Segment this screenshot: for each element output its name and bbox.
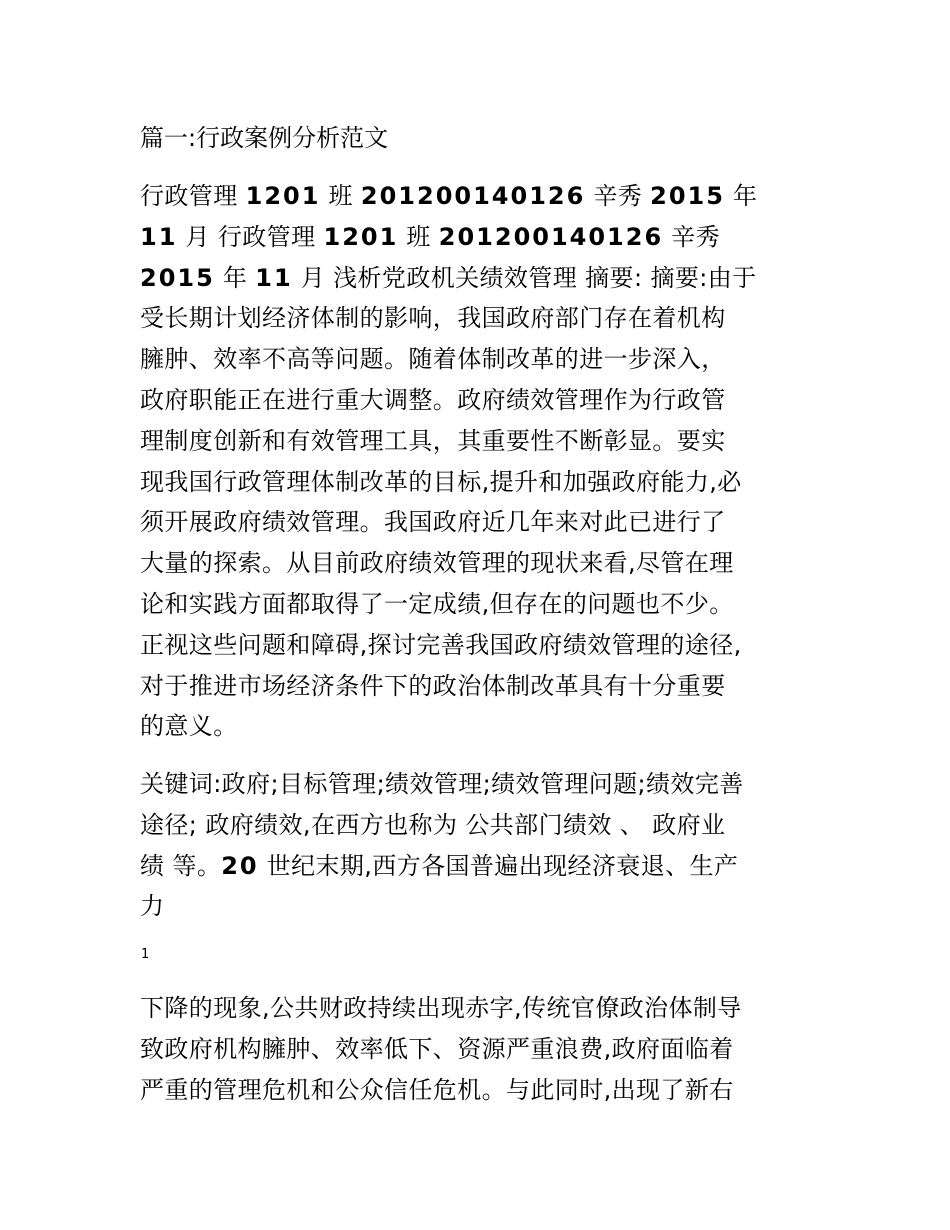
text-line: 力 xyxy=(140,892,165,921)
text-line: 理制度创新和有效管理工具，其重要性不断彰显。要实 xyxy=(140,426,726,455)
text-line: 须开展政府绩效管理。我国政府近几年来对此已进行了 xyxy=(140,508,726,537)
paragraph-continued xyxy=(140,988,820,1110)
text-line: 对于推进市场经济条件下的政治体制改革具有十分重要 xyxy=(140,671,726,700)
text-line: 政府职能正在进行重大调整。政府绩效管理作为行政管 xyxy=(140,385,726,414)
text-line: 2015 年 11 月 浅析党政机关绩效管理 摘要: 摘要:由于 xyxy=(140,263,757,292)
text-line: 正视这些问题和障碍,探讨完善我国政府绩效管理的途径, xyxy=(140,630,742,659)
text-line: 下降的现象,公共财政持续出现赤字,传统官僚政治体制导 xyxy=(140,994,742,1022)
text-line: 严重的管理危机和公众信任危机。与此同时,出现了新右 xyxy=(140,1075,734,1104)
text-line: 臃肿、效率不高等问题。随着体制改革的进一步深入， xyxy=(140,345,726,374)
text-line: 大量的探索。从目前政府绩效管理的现状来看,尽管在理 xyxy=(140,549,734,578)
page-number: 1 xyxy=(141,947,150,962)
text-line: 11 月 行政管理 1201 班 201200140126 辛秀 xyxy=(140,222,720,251)
text-line: 行政管理 1201 班 201200140126 辛秀 2015 年 xyxy=(140,182,758,210)
paragraph-keywords xyxy=(140,764,820,927)
text-line: 论和实践方面都取得了一定成绩,但存在的问题也不少。 xyxy=(140,589,734,618)
text-line: 受长期计划经济体制的影响，我国政府部门存在着机构 xyxy=(140,304,726,333)
paragraph-abstract xyxy=(140,176,820,747)
text-line: 致政府机构臃肿、效率低下、资源严重浪费,政府面临着 xyxy=(140,1034,734,1063)
section-heading: 篇一:行政案例分析范文 xyxy=(140,124,389,152)
text-line: 的意义。 xyxy=(140,712,238,741)
text-line: 途径; 政府绩效,在西方也称为 公共部门绩效 、 政府业 xyxy=(140,810,726,839)
text-line: 现我国行政管理体制改革的目标,提升和加强政府能力,必 xyxy=(140,467,742,496)
text-line: 绩 等。20 世纪末期,西方各国普遍出现经济衰退、生产 xyxy=(140,851,739,880)
text-line: 关键词:政府;目标管理;绩效管理;绩效管理问题;绩效完善 xyxy=(140,770,744,798)
